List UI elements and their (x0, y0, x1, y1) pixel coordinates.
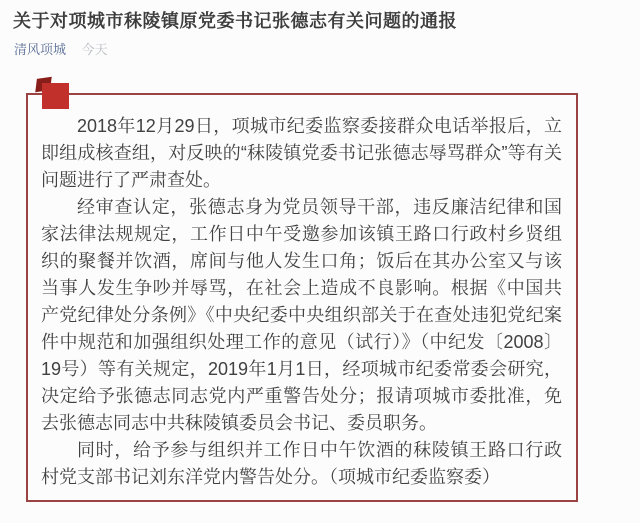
red-square-ornament-icon (42, 83, 69, 109)
notice-box (26, 93, 578, 502)
article-title: 关于对项城市秣陵镇原党委书记张德志有关问题的通报 (13, 11, 457, 31)
account-name-link[interactable]: 清风项城 (14, 42, 67, 57)
notice-paragraph: 同时，给予参与组织并工作日中午饮酒的秣陵镇王路口行政村党支部书记刘东洋党内警告处分。（项城市纪委监察委） (41, 440, 562, 487)
byline (14, 42, 626, 58)
notice-paragraph: 2018年12月29日，项城市纪委监察委接群众电话举报后，立即组成核查组，对反映的“秣陵镇党委书记张德志辱骂群众”等有关问题进行了严肃查处。 (41, 116, 562, 190)
notice-paragraph: 经审查认定，张德志身为党员领导干部，违反廉洁纪律和国家法律法规规定，工作日中午受邀参加该镇王路口行政村乡贤组织的聚餐并饮酒，席间与他人发生口角；饭后在其办公室又与该当事人发生争吵并辱骂，在社会上造成不良影响。根据《中国共产党纪律处分条例》《中央纪委中央组织部关于在查处违犯党纪案件中规范和加强组织处理工作的意见（试行）》（中纪发〔2008〕19号）等有关规定，2019年1月1日，经项城市纪委常委会研究，决定给予张德志同志党内严重警告处分；报请项城市委批准，免去张德志同志中共秣陵镇委员会书记、委员职务。 (41, 197, 562, 433)
publish-time: 今天 (81, 42, 108, 57)
